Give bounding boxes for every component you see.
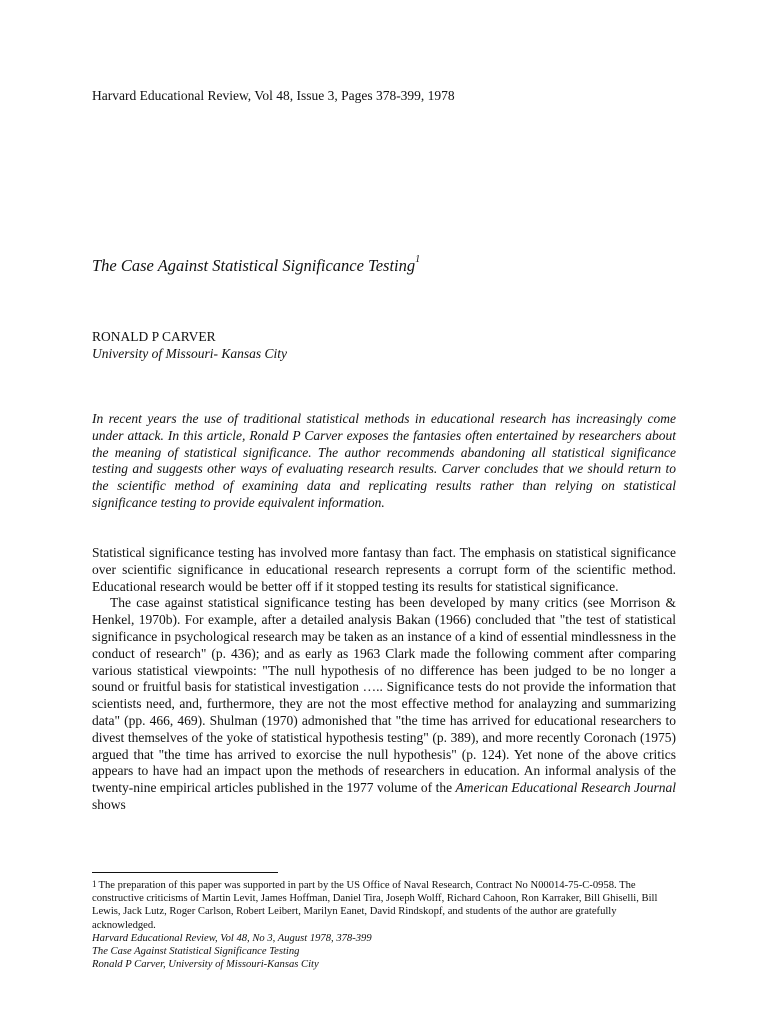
footnote-text: The preparation of this paper was supported in part by the US Office of Naval Research, Contract No N00014-75-C-0958. The constructive criticisms of Martin Levit, James Hoffman, Daniel Tira, Joseph Wolff, Richard Cahoon, Ron Karraker, Bill Ghiselli, Bill Lewis, Jack Lutz, Roger Carlson, Robert Leibert, Marilyn Eanet, David Rindskopf, and students of the author are gratefully acknowledged.: [92, 880, 658, 931]
author-affiliation: University of Missouri- Kansas City: [92, 346, 287, 361]
footnote-divider: [92, 872, 278, 873]
article-title-text: The Case Against Statistical Significance Testing: [92, 256, 416, 275]
body-paragraph-2-end: shows: [92, 796, 126, 812]
author-name: RONALD P CARVER: [92, 329, 216, 344]
body-text: [92, 545, 676, 814]
journal-citation: Harvard Educational Review, Vol 48, Issue 3, Pages 378-399, 1978: [92, 88, 455, 103]
journal-name: American Educational Research Journal: [455, 780, 677, 796]
footnote-journal-line: Harvard Educational Review, Vol 48, No 3, August 1978, 378-399: [92, 932, 372, 944]
body-paragraph-2-main: The case against statistical significance testing has been developed by many critics (see Morrison & Henkel, 1970b). For example, after a detailed analysis Bakan (1966) concluded that "the test of statistical significance in psychological research may be taken as an instance of a kind of essential mindlessness in the conduct of research" (p. 436); and as early as 1963 Clark made the following comment after comparing various statistical viewpoints: "The null hypothesis of no difference has been judged to be no longer a sound or fruitful basis for statistical investigation ….. Significance tests do not provide the information that scientists need, and, furthermore, they are not the most effective method for analayzing and summarizing data" (pp. 466, 469). Shulman (1970) admonished that "the time has arrived for educational researchers to divest themselves of the yoke of statistical hypothesis testing" (p. 389), and more recently Coronach (1975) argued that "the time has arrived to exorcise the null hypothesis" (p. 124). Yet none of the above critics appears to have had an impact upon the methods of researchers in education. An informal analysis of the twenty-nine empirical articles published in the 1977 volume of the: [92, 595, 676, 796]
abstract: In recent years the use of traditional statistical methods in educational research has increasingly come under attack. In this article, Ronald P Carver exposes the fantasies often entertained by researchers about the meaning of statistical significance. The author recommends abandoning all statistical significance testing and suggests other ways of evaluating research results. Carver concludes that we should return to the scientific method of examining data and replicating results rather than relying on statistical significance testing to provide equivalent information.: [92, 411, 676, 510]
footnote-author-line: Ronald P Carver, University of Missouri-Kansas City: [92, 959, 319, 971]
title-footnote-marker: 1: [415, 254, 421, 265]
article-title: [92, 256, 420, 276]
footnote-title-line: The Case Against Statistical Significance Testing: [92, 946, 300, 958]
footnote-text-line: [92, 879, 676, 932]
author-block: [92, 328, 287, 362]
body-paragraph-2: [92, 595, 676, 813]
body-paragraph-1: Statistical significance testing has involved more fantasy than fact. The emphasis on statistical significance over scientific significance in educational research represents a corrupt form of the scientific method. Educational research would be better off if it stopped testing its results for statistical significance.: [92, 545, 676, 594]
footnote: [92, 879, 676, 971]
footnote-marker: 1: [92, 879, 97, 889]
